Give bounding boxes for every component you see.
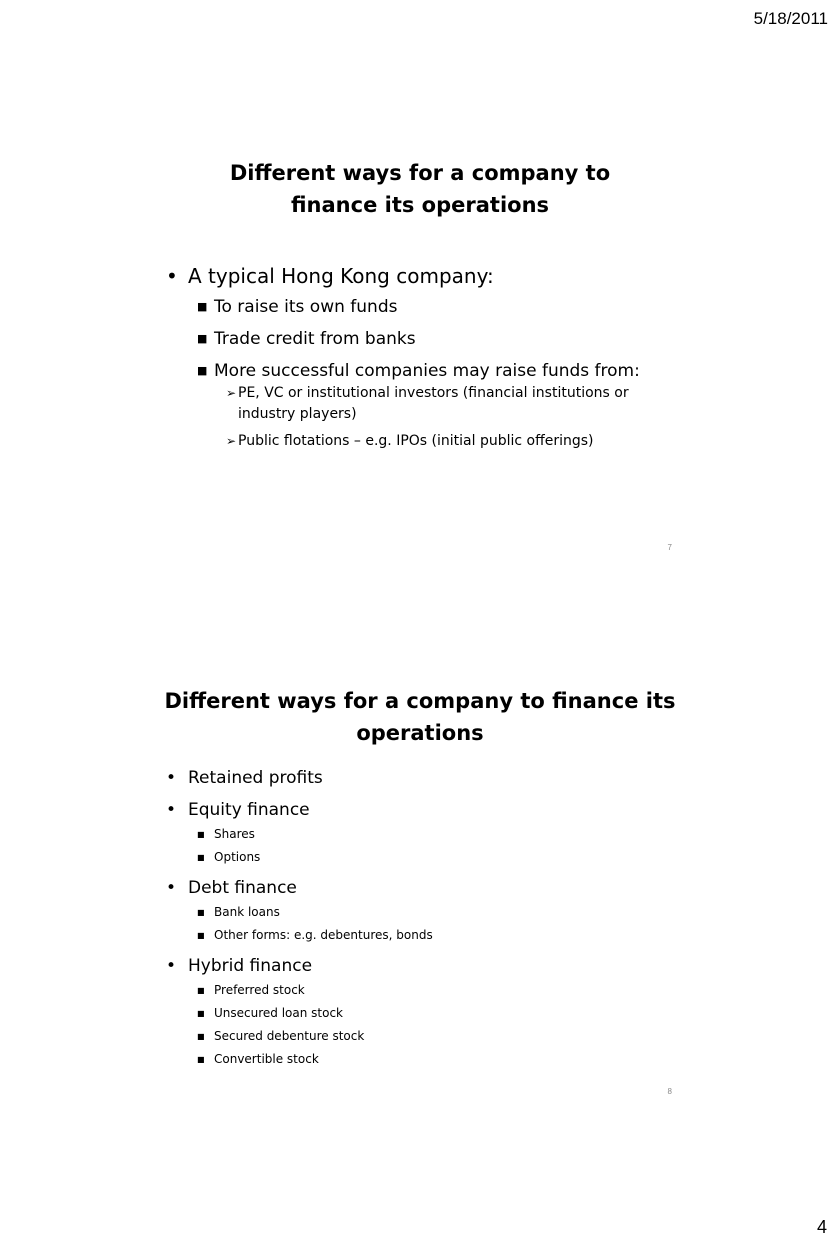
list-item-text: Hybrid finance [188,956,313,976]
bullet-dot-icon: • [166,800,177,820]
list-item [150,431,690,452]
square-bullet-icon: ■ [197,908,205,917]
list-item-text: Options [214,850,261,864]
bullet-dot-icon: • [166,956,177,976]
list-item [150,797,690,823]
slide-title [150,685,690,749]
square-bullet-icon: ■ [197,1009,205,1018]
slide-title-line-2: finance its operations [290,193,550,217]
list-item [150,846,690,869]
list-item-text: Convertible stock [214,1052,319,1066]
bullet-list [150,261,690,452]
slide-title-line-1: Different ways for a company to finance its [164,689,676,713]
list-item-text: Public flotations – e.g. IPOs (initial public offerings) [238,433,594,449]
list-item [150,359,690,383]
list-item [150,1002,690,1025]
header-date: 5/18/2011 [753,9,828,28]
list-item-text: Equity finance [188,800,310,820]
list-group-equity-finance [150,797,690,869]
slide-title-line-2: operations [356,721,484,745]
list-item [150,261,690,291]
list-item-text: Bank loans [214,905,280,919]
list-item [150,1025,690,1048]
list-item [150,875,690,901]
slide-title [150,157,690,221]
list-item-text: A typical Hong Kong company: [188,264,494,288]
square-bullet-icon: ■ [197,300,208,313]
list-item [150,979,690,1002]
arrow-bullet-icon: ➢ [226,386,237,400]
square-bullet-icon: ■ [197,364,208,377]
list-item [150,1048,690,1071]
list-group-retained-profits [150,765,690,791]
slide-number: 8 [667,1087,672,1096]
list-group-debt-finance [150,875,690,947]
list-item [150,295,690,319]
square-bullet-icon: ■ [197,1032,205,1041]
bullet-list [150,765,690,1071]
list-item-text: To raise its own funds [214,297,398,317]
list-item [150,924,690,947]
arrow-bullet-icon: ➢ [226,434,237,448]
page-number: 4 [816,1217,827,1237]
slide-7 [150,155,690,565]
list-item [150,765,690,791]
square-bullet-icon: ■ [197,332,208,345]
bullet-dot-icon: • [166,878,177,898]
list-item-text: Debt finance [188,878,297,898]
bullet-dot-icon: • [166,768,177,788]
list-item-text: Secured debenture stock [214,1029,365,1043]
list-item-text: Preferred stock [214,983,305,997]
slide-number: 7 [667,543,672,552]
list-item-text: Unsecured loan stock [214,1006,344,1020]
slide-8 [150,685,690,1100]
list-item-text: Shares [214,827,255,841]
square-bullet-icon: ■ [197,830,205,839]
list-item-text: Retained profits [188,768,323,788]
list-item [150,823,690,846]
list-item [150,901,690,924]
square-bullet-icon: ■ [197,931,205,940]
square-bullet-icon: ■ [197,986,205,995]
list-item-text: Trade credit from banks [214,329,416,349]
list-item [150,327,690,351]
square-bullet-icon: ■ [197,1055,205,1064]
list-item-text: PE, VC or institutional investors (financial institutions or industry players) [238,385,629,422]
list-group-hybrid-finance [150,953,690,1071]
list-item [150,383,690,425]
bullet-dot-icon: • [166,264,178,288]
list-item-text: More successful companies may raise funds from: [214,361,640,381]
list-item-text: Other forms: e.g. debentures, bonds [214,928,433,942]
square-bullet-icon: ■ [197,853,205,862]
slide-title-line-1: Different ways for a company to [229,161,611,185]
list-item [150,953,690,979]
